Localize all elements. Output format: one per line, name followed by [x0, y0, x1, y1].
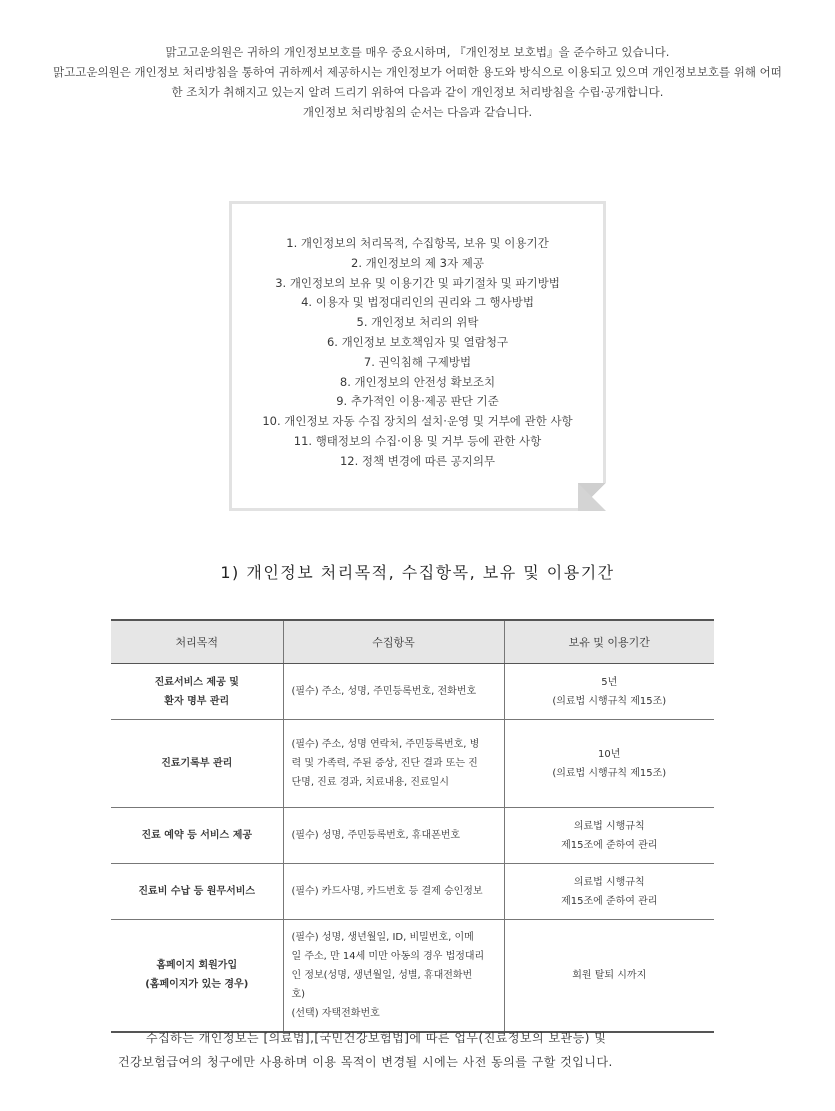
- purpose-cell: [111, 808, 283, 864]
- period-cell: [504, 664, 714, 720]
- cell-line: 제15조에 준하여 관리: [561, 895, 658, 907]
- footer-line: 건강보험급여의 청구에만 사용하며 이용 목적이 변경될 시에는 사전 동의를 구할 것입니다.: [118, 1055, 613, 1069]
- toc-item: 8. 개인정보의 안전성 확보조치: [339, 374, 496, 389]
- cell-line: 의료법 시행규칙: [573, 820, 645, 832]
- cell-line: 회원 탈퇴 시까지: [572, 969, 647, 981]
- items-cell: [283, 920, 504, 1032]
- cell-line: 제15조에 준하여 관리: [561, 839, 658, 851]
- cell-line: (의료법 시행규칙 제15조): [552, 767, 667, 779]
- toc-item: 10. 개인정보 자동 수집 장치의 설치·운영 및 거부에 관한 사항: [262, 414, 573, 429]
- cell-line: 단명, 진료 경과, 치료내용, 진료일시: [291, 777, 449, 788]
- toc-item: 11. 행태정보의 수집·이용 및 거부 등에 관한 사항: [293, 433, 542, 448]
- cell-line: 진료 예약 등 서비스 제공: [141, 830, 253, 841]
- cell-line: 인 정보(성명, 생년월일, 성별, 휴대전화번: [291, 969, 473, 981]
- intro-line: 맑고고운의원은 개인정보 처리방침을 통하여 귀하께서 제공하시는 개인정보가 어떠한 용도와 방식으로 이용되고 있으며 개인정보보호를 위해 어떠: [53, 65, 782, 79]
- table-header-row: [111, 620, 714, 664]
- purpose-cell: [111, 720, 283, 808]
- cell-line: (선택) 자택전화번호: [291, 1007, 380, 1019]
- purpose-cell: [111, 920, 283, 1032]
- cell-line: (홈페이지가 있는 경우): [145, 979, 249, 991]
- page-fold-icon: [578, 483, 606, 511]
- toc-item: 7. 권익침해 구제방법: [363, 354, 472, 369]
- toc-item: 2. 개인정보의 제 3자 제공: [351, 255, 484, 270]
- table-row: [111, 720, 714, 808]
- cell-line: 환자 명부 관리: [164, 695, 230, 707]
- cell-line: 호): [291, 988, 306, 1000]
- section-title: 1) 개인정보 처리목적, 수집항목, 보유 및 이용기간: [220, 563, 615, 582]
- toc-item: 9. 추가적인 이용·제공 판단 기준: [336, 394, 499, 409]
- privacy-table: [111, 619, 714, 1033]
- toc-item: 3. 개인정보의 보유 및 이용기간 및 파기절차 및 파기방법: [275, 275, 560, 290]
- cell-line: 의료법 시행규칙: [573, 876, 645, 888]
- footer-note: [100, 1026, 740, 1074]
- cell-line: (필수) 성명, 생년월일, ID, 비밀번호, 이메: [291, 931, 474, 943]
- table-of-contents: [232, 234, 603, 472]
- purpose-cell: [111, 864, 283, 920]
- period-cell: [504, 864, 714, 920]
- cell-line: 진료기록부 관리: [161, 758, 233, 769]
- items-cell: [283, 808, 504, 864]
- column-header: 수집항목: [283, 620, 504, 664]
- toc-item: 12. 정책 변경에 따른 공지의무: [339, 453, 496, 468]
- cell-line: 홈페이지 회원가입: [156, 960, 238, 972]
- table-of-contents-note: [229, 201, 606, 511]
- items-cell: [283, 864, 504, 920]
- cell-line: 5년: [601, 676, 618, 688]
- items-cell: [283, 664, 504, 720]
- cell-line: 일 주소, 만 14세 미만 아동의 경우 법정대리: [291, 950, 485, 962]
- cell-line: 력 및 가족력, 주된 증상, 진단 결과 또는 진: [291, 758, 478, 769]
- toc-item: 1. 개인정보의 처리목적, 수집항목, 보유 및 이용기간: [286, 236, 549, 250]
- purpose-cell: [111, 664, 283, 720]
- period-cell: [504, 808, 714, 864]
- toc-item: 4. 이용자 및 법정대리인의 권리와 그 행사방법: [301, 295, 534, 310]
- cell-line: (필수) 주소, 성명 연락처, 주민등록번호, 병: [291, 739, 480, 750]
- cell-line: (의료법 시행규칙 제15조): [552, 695, 667, 707]
- cell-line: 진료서비스 제공 및: [154, 676, 239, 688]
- footer-line: 수집하는 개인정보는 [의료법],[국민건강보험법]에 따른 업무(진료정보의 보관등) 및: [146, 1031, 607, 1045]
- items-cell: [283, 720, 504, 808]
- toc-item: 6. 개인정보 보호책임자 및 열람청구: [326, 334, 509, 349]
- table-row: [111, 920, 714, 1032]
- period-cell: [504, 720, 714, 808]
- intro-line: 개인정보 처리방침의 순서는 다음과 같습니다.: [302, 105, 533, 119]
- cell-line: (필수) 주소, 성명, 주민등록번호, 전화번호: [291, 686, 477, 697]
- toc-item: 5. 개인정보 처리의 위탁: [356, 315, 479, 330]
- table-row: [111, 808, 714, 864]
- cell-line: (필수) 성명, 주민등록번호, 휴대폰번호: [291, 830, 461, 841]
- table-row: [111, 864, 714, 920]
- intro-paragraph: [30, 42, 805, 122]
- cell-line: (필수) 카드사명, 카드번호 등 결제 승인정보: [291, 886, 483, 897]
- cell-line: 진료비 수납 등 원무서비스: [138, 886, 256, 897]
- column-header: 보유 및 이용기간: [504, 620, 714, 664]
- intro-line: 한 조치가 취해지고 있는지 알려 드리기 위하여 다음과 같이 개인정보 처리방침을 수립·공개합니다.: [171, 85, 664, 99]
- column-header: 처리목적: [111, 620, 283, 664]
- intro-line: 맑고고운의원은 귀하의 개인정보보호를 매우 중요시하며, 『개인정보 보호법』을 준수하고 있습니다.: [165, 45, 670, 59]
- cell-line: 10년: [598, 748, 621, 760]
- period-cell: [504, 920, 714, 1032]
- table-row: [111, 664, 714, 720]
